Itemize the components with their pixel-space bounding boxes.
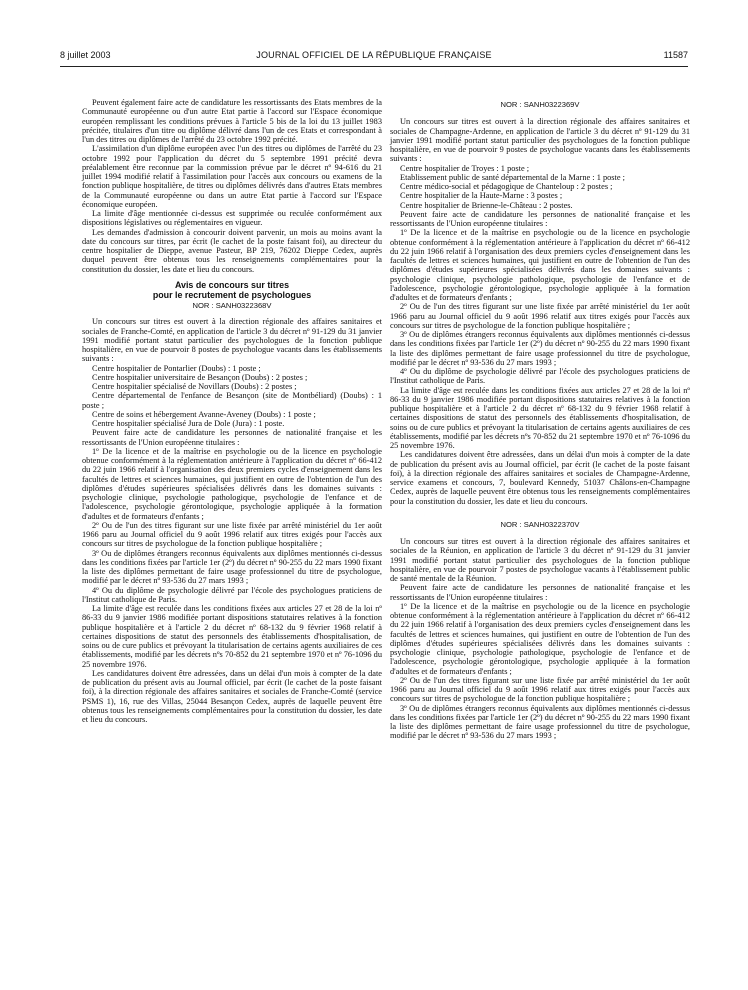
list-item: Centre hospitalier de Troyes : 1 poste ;: [400, 163, 530, 173]
paragraph: 1º De la licence et de la maîtrise en psychologie ou de la licence en psychologie obtenue conformément à la réglementation antérieure à l'application du décret nº 66-412 du 22 juin 1966 relatif à l'organisation des deux premiers cycles d'enseignement dans les facultés de lettres et sciences humaines, qui justifient en outre de l'obtention de l'un des diplômes d'études supérieures spécialisées délivrés dans les domaines suivants : psychologie clinique, psychologie pathologique, psychologie de l'enfance et de l'adolescence, psychologie gérontologique, psychologie appliquée à la formation d'adultes et de formateurs d'enfants ;: [390, 601, 690, 676]
paragraph: Les candidatures doivent être adressées, dans un délai d'un mois à compter de la date de publication du présent avis au Journal officiel, par écrit (le cachet de la poste faisant foi), à la direction régionale des affaires sanitaires et sociales de Franche-Comté (service PSMS 1), 16, rue des Villas, 25044 Besançon Cedex, auprès de laquelle peuvent être obtenus tous les renseignements complémentaires pour la constitution du dossier, les date et lieu du concours.: [82, 668, 382, 724]
nor-reference: NOR : SANH0322369V: [500, 100, 580, 109]
list-item: Centre hospitalier de Brienne-le-Château : 2 postes.: [400, 200, 573, 210]
list-item: Centre de soins et hébergement Avanne-Aveney (Doubs) : 1 poste ;: [92, 409, 316, 419]
paragraph: 3º Ou de diplômes étrangers reconnus équivalents aux diplômes mentionnés ci-dessus dans les conditions fixées par l'article 1er (2º) du décret nº 90-255 du 22 mars 1990 fixant la liste des diplômes permettant de faire usage professionnel du titre de psychologue, modifié par le décret nº 93-536 du 27 mars 1993 ;: [390, 330, 690, 367]
list-item: Centre hospitalier spécialisé Jura de Dole (Jura) : 1 poste.: [92, 419, 285, 428]
paragraph: Un concours sur titres est ouvert à la direction régionale des affaires sanitaires et sociales de Franche-Comté, en application de l'article 3 du décret nº 91-129 du 31 janvier 1991 modifié portant statut particulier des psychologues de la fonction publique hospitalière, en vue de pourvoir 8 postes de psychologue vacants dans les établissements suivants :: [82, 317, 382, 364]
paragraph: Les candidatures doivent être adressées, dans un délai d'un mois à compter de la date de publication du présent avis au Journal officiel, par écrit (le cachet de la poste faisant foi), à la direction régionale des affaires sanitaires et sociales de Champagne-Ardenne, service examens et concours, 7, boulevard Kennedy, 51037 Châlons-en-Champagne Cedex, auprès de laquelle peuvent être obtenus tous les renseignements complémentaires pour la constitution du dossier, les date et lieu du concours.: [390, 450, 690, 506]
paragraph: 3º Ou de diplômes étrangers reconnus équivalents aux diplômes mentionnés ci-dessus dans les conditions fixées par l'article 1er (2º) du décret nº 90-255 du 22 mars 1990 fixant la liste des diplômes permettant de faire usage professionnel du titre de psychologue, modifié par le décret nº 93-536 du 27 mars 1993 ;: [82, 548, 382, 586]
paragraph: 4º Ou du diplôme de psychologie délivré par l'école des psychologues praticiens de l'Institut catholique de Paris.: [390, 367, 690, 386]
list-item: Centre médico-social et pédagogique de Chanteloup : 2 postes ;: [400, 182, 613, 191]
paragraph: 2º Ou de l'un des titres figurant sur une liste fixée par arrêté ministériel du 1er août 1966 paru au Journal officiel du 9 août 1996 relatif aux titres exigés pour l'accès aux concours sur titres de psychologue de la fonction publique hospitalière ;: [390, 302, 690, 330]
paragraph: La limite d'âge mentionnée ci-dessus est supprimée ou reculée conformément aux dispositions législatives ou réglementaires en vigueur.: [82, 209, 382, 228]
notice-title-line-1: Avis de concours sur titres: [174, 279, 290, 290]
issue-date: 8 juillet 2003: [60, 50, 111, 60]
paragraph: Un concours sur titres est ouvert à la direction régionale des affaires sanitaires et sociales de Champagne-Ardenne, en application de l'article 3 du décret nº 91-129 du 31 janvier 1991 modifié portant statut particulier des psychologues de la fonction publique hospitalière, en vue de pourvoir 9 postes de psychologue vacants dans les établissements suivants :: [390, 117, 690, 164]
paragraph: 2º Ou de l'un des titres figurant sur une liste fixée par arrêté ministériel du 1er août 1966 paru au Journal officiel du 9 août 1996 relatif aux titres exigés pour l'accès aux concours sur titres de psychologue de la fonction publique hospitalière ;: [82, 520, 382, 549]
list-item: Centre hospitalier spécialisé de Novillars (Doubs) : 2 postes ;: [92, 382, 297, 391]
paragraph: Un concours sur titres est ouvert à la direction régionale des affaires sanitaires et sociales de la Réunion, en application de l'article 3 du décret nº 91-129 du 31 janvier 1991 modifié portant statut particulier des psychologues de la fonction publique hospitalière, en vue de pourvoir 7 postes de psychologue vacants à l'établissement public de santé mentale de la Réunion.: [390, 537, 690, 583]
paragraph: Peuvent faire acte de candidature les personnes de nationalité française et les ressortissants de l'Union européenne titulaires :: [390, 209, 690, 228]
paragraph: Peuvent également faire acte de candidature les ressortissants des Etats membres de la Communauté européenne ou d'un autre Etat partie à l'accord sur l'Espace économique européen remplissant les conditions prévues à l'article 5 bis de la loi du 13 juillet 1983 précitée, titulaires d'un titre ou diplôme délivré dans l'un de ces Etats et correspondant à l'un des titres ou diplômes de l'arrêté du 23 octobre 1992 précité.: [82, 98, 382, 144]
nor-reference: NOR : SANH0322368V: [192, 300, 272, 310]
page-number: 11587: [663, 50, 688, 60]
paragraph: 3º Ou de diplômes étrangers reconnus équivalents aux diplômes mentionnés ci-dessus dans les conditions fixées par l'article 1er (2º) du décret nº 90-255 du 22 mars 1990 fixant la liste des diplômes permettant de faire usage professionnel du titre de psychologue, modifié par le décret nº 93-536 du 27 mars 1993 ;: [390, 703, 690, 741]
nor-reference: NOR : SANH0322370V: [500, 519, 580, 529]
list-item: Centre hospitalier de Pontarlier (Doubs) : 1 poste ;: [92, 363, 261, 373]
journal-title: JOURNAL OFFICIEL DE LA RÉPUBLIQUE FRANÇAISE: [256, 50, 492, 60]
paragraph: Peuvent faire acte de candidature les personnes de nationalité française et les ressortissants de l'Union européenne titulaires :: [82, 428, 382, 447]
paragraph: 1º De la licence et de la maîtrise en psychologie ou de la licence en psychologie obtenue conformément à la réglementation antérieure à l'application du décret nº 66-412 du 22 juin 1966 relatif à l'organisation des deux premiers cycles d'enseignement dans les facultés de lettres et sciences humaines, qui justifient en outre de l'obtention de l'un des diplômes d'études supérieures spécialisées délivrés dans les domaines suivants : psychologie clinique, psychologie pathologique, psychologie de l'enfance et de l'adolescence, psychologie gérontologique, psychologie appliquée à la formation d'adultes et de formateurs d'enfants ;: [82, 446, 382, 521]
notice-title-line-2: pour le recrutement de psychologues: [152, 290, 312, 301]
paragraph: L'assimilation d'un diplôme européen avec l'un des titres ou diplômes de l'arrêté du 23 octobre 1992 pour l'application du décret du 5 septembre 1991 précité devra préalablement être reconnue par la commission prévue par le décret nº 94-616 du 21 juillet 1994 modifié relatif à l'assimilation pour l'accès aux concours ou examens de la fonction publique hospitalière, de titres ou diplômes délivrés dans d'autres Etats membres de la Communauté européenne ou dans un autre Etat partie à l'accord sur l'Espace économique européen.: [82, 144, 382, 209]
header-rule: [60, 66, 688, 67]
section-spacer: [390, 506, 690, 520]
paragraph: Peuvent faire acte de candidature les personnes de nationalité française et les ressortissants de l'Union européenne titulaires :: [390, 583, 690, 602]
paragraph: 1º De la licence et de la maîtrise en psychologie ou de la licence en psychologie obtenue conformément à la réglementation antérieure à l'application du décret nº 66-412 du 22 juin 1966 relatif à l'organisation des deux premiers cycles d'enseignement dans les facultés de lettres et sciences humaines, qui justifient en outre de l'obtention de l'un des diplômes d'études supérieures spécialisées délivrés dans les domaines suivants : psychologie clinique, psychologie pathologique, psychologie de l'enfance et de l'adolescence, psychologie gérontologique, psychologie appliquée à la formation d'adultes et de formateurs d'enfants ;: [390, 228, 690, 302]
left-column: [82, 98, 382, 724]
right-column: [390, 100, 690, 741]
paragraph: 2º Ou de l'un des titres figurant sur une liste fixée par arrêté ministériel du 1er août 1966 paru au Journal officiel du 9 août 1996 relatif aux titres exigés pour l'accès aux concours sur titres de psychologue de la fonction publique hospitalière ;: [390, 675, 690, 704]
notice-heading: [82, 280, 382, 312]
page-header: [60, 50, 688, 66]
list-item: Etablissement public de santé départemental de la Marne : 1 poste ;: [400, 172, 625, 182]
paragraph: La limite d'âge est reculée dans les conditions fixées aux articles 27 et 28 de la loi nº 86-33 du 9 janvier 1986 modifiée portant dispositions statutaires relatives à la fonction publique hospitalière et à l'article 2 du décret nº 68-132 du 9 février 1968 relatif à certaines dispositions de statut des personnels des établissements d'hospitalisation, de soins ou de cure publics et prévoyant la titularisation de certains agents auxiliaires de ces établissements, modifié par les décrets nºs 70-852 du 21 septembre 1970 et nº 76-1096 du 25 novembre 1976.: [82, 604, 382, 669]
list-item: Centre départemental de l'enfance de Besançon (site de Montbéliard) (Doubs) : 1 poste ;: [82, 391, 382, 410]
list-item: Centre hospitalier universitaire de Besançon (Doubs) : 2 postes ;: [92, 372, 308, 382]
paragraph: 4º Ou du diplôme de psychologie délivré par l'école des psychologues praticiens de l'Institut catholique de Paris.: [82, 585, 382, 604]
list-item: Centre hospitalier de la Haute-Marne : 3 postes ;: [400, 191, 563, 201]
paragraph: Les demandes d'admission à concourir doivent parvenir, un mois au moins avant la date du concours sur titres, par écrit (le cachet de la poste faisant foi), au directeur du centre hospitalier de Dieppe, avenue Pasteur, BP 219, 76202 Dieppe Cedex, auprès duquel peuvent être obtenus tous les renseignements complémentaires pour la constitution du dossier, les date et lieu du concours.: [82, 227, 382, 274]
paragraph: La limite d'âge est reculée dans les conditions fixées aux articles 27 et 28 de la loi nº 86-33 du 9 janvier 1986 modifiée portant dispositions statutaires relatives à la fonction publique hospitalière et à l'article 2 du décret nº 68-132 du 9 février 1968 relatif à certaines dispositions de statut des personnels des établissements d'hospitalisation, de soins ou de cure publics et prévoyant la titularisation de certains agents auxiliaires de ces établissements, modifié par les décrets nºs 70-852 du 21 septembre 1970 et nº 76-1096 du 25 novembre 1976.: [390, 385, 690, 450]
